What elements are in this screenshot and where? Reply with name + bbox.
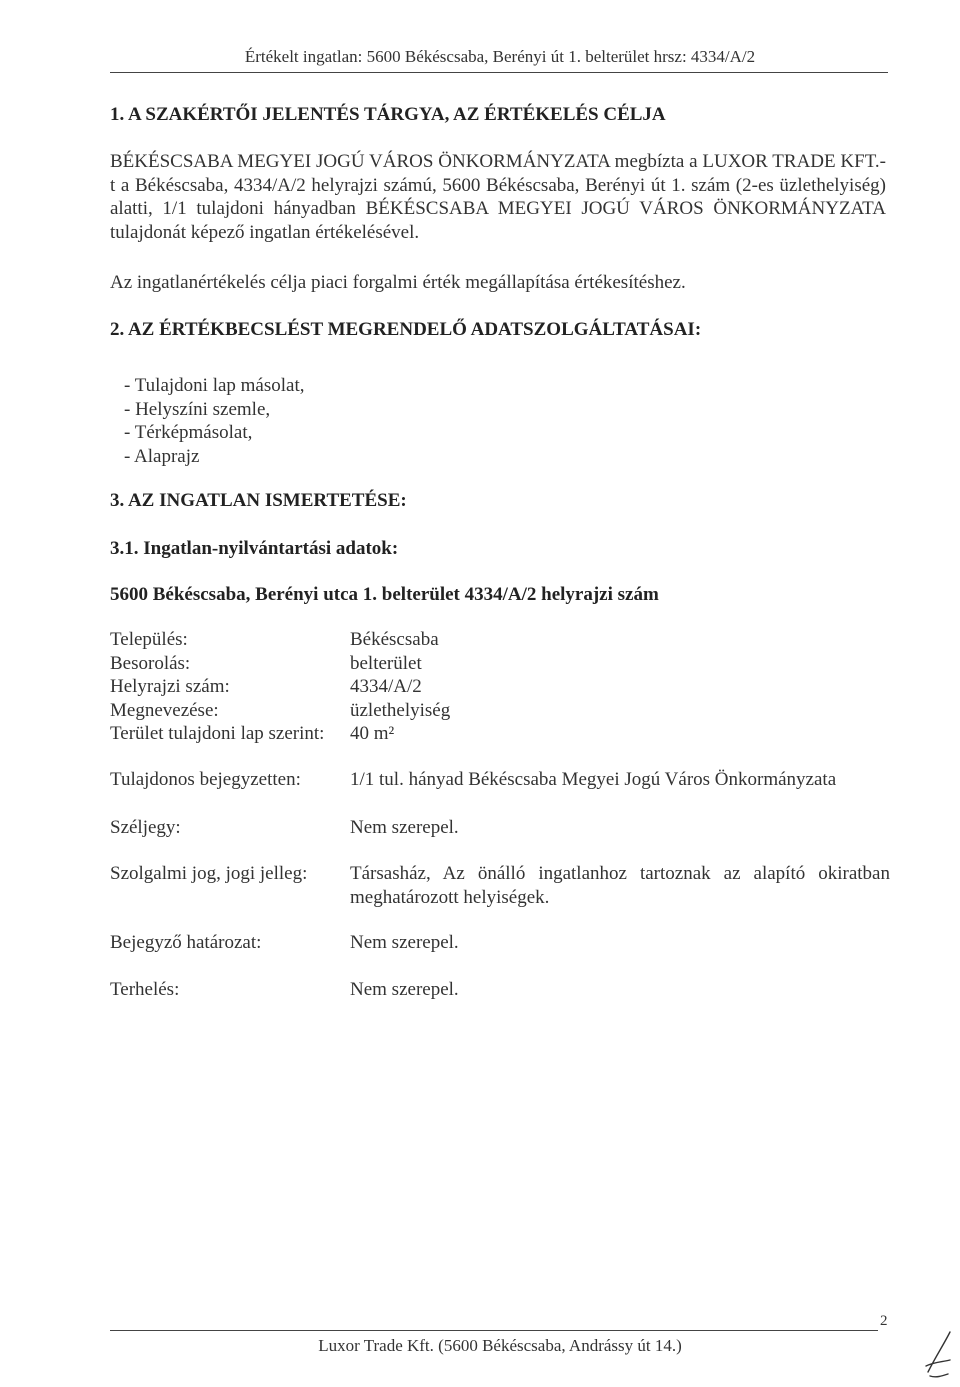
property-value: 4334/A/2 xyxy=(350,676,422,697)
header-rule xyxy=(110,72,888,73)
table-row xyxy=(110,675,450,699)
signature-mark xyxy=(920,1326,956,1382)
fact-row-encumbrance xyxy=(110,978,890,1002)
running-header: Értékelt ingatlan: 5600 Békéscsaba, Berényi út 1. belterület hrsz: 4334/A/2 xyxy=(244,47,756,66)
property-value: Békéscsaba xyxy=(350,629,439,650)
table-row xyxy=(110,652,450,676)
fact-value: Társasház, Az önálló ingatlanhoz tartoznak az alapító okiratban meghatározott helyiségek. xyxy=(350,863,890,908)
table-row xyxy=(110,699,450,723)
list-item: - Alaprajz xyxy=(124,445,200,467)
footer-rule xyxy=(110,1330,878,1331)
property-value: belterület xyxy=(350,652,422,674)
fact-label: Szolgalmi jog, jogi jelleg: xyxy=(110,863,308,884)
fact-row-owner xyxy=(110,768,890,792)
property-label: Település: xyxy=(110,629,188,650)
fact-label: Terhelés: xyxy=(110,979,180,1000)
section-3-title: 3. AZ INGATLAN ISMERTETÉSE: xyxy=(110,490,407,511)
section-1-paragraph-1: BÉKÉSCSABA MEGYEI JOGÚ VÁROS ÖNKORMÁNYZATA megbízta a LUXOR TRADE KFT.-t a Békéscsaba, 4334/A/2 helyrajzi számú, 5600 Békéscsaba, Berényi út 1. szám (2-es üzlethelyiség) alatti, 1/1 tulajdoni hányadban BÉKÉSCSABA MEGYEI JOGÚ VÁROS ÖNKORMÁNYZATA tulajdonát képező ingatlan értékelésével. xyxy=(110,151,886,243)
section-3-1-title: 3.1. Ingatlan-nyilvántartási adatok: xyxy=(110,538,399,559)
property-label: Megnevezése: xyxy=(110,699,219,721)
section-2-title: 2. AZ ÉRTÉKBECSLÉST MEGRENDELŐ ADATSZOLGÁLTATÁSAI: xyxy=(110,319,702,340)
address-line: 5600 Békéscsaba, Berényi utca 1. belterület 4334/A/2 helyrajzi szám xyxy=(110,584,659,605)
fact-value: Nem szerepel. xyxy=(350,932,459,953)
fact-value: Nem szerepel. xyxy=(350,979,459,1000)
property-value: üzlethelyiség xyxy=(350,699,451,721)
fact-value: 1/1 tul. hányad Békéscsaba Megyei Jogú Város Önkormányzata xyxy=(350,769,837,790)
property-label: Terület tulajdoni lap szerint: xyxy=(110,723,325,744)
fact-value: Nem szerepel. xyxy=(350,817,459,838)
fact-row-margin-entry xyxy=(110,816,890,840)
fact-label: Bejegyző határozat: xyxy=(110,932,262,953)
table-row xyxy=(110,628,450,652)
fact-row-registration-decision xyxy=(110,931,890,955)
property-label: Helyrajzi szám: xyxy=(110,676,230,697)
data-sources-list xyxy=(124,374,305,468)
section-1-title: 1. A SZAKÉRTŐI JELENTÉS TÁRGYA, AZ ÉRTÉKELÉS CÉLJA xyxy=(110,104,666,125)
footer-text: Luxor Trade Kft. (5600 Békéscsaba, Andrássy út 14.) xyxy=(318,1336,682,1355)
list-item: - Tulajdoni lap másolat, xyxy=(124,375,305,396)
fact-row-easement xyxy=(110,862,890,909)
list-item: - Térképmásolat, xyxy=(124,422,253,443)
property-table xyxy=(110,628,450,746)
list-item: - Helyszíni szemle, xyxy=(124,398,271,420)
property-value: 40 m² xyxy=(350,723,395,744)
page-number: 2 xyxy=(880,1313,888,1329)
fact-label: Széljegy: xyxy=(110,817,181,838)
fact-label: Tulajdonos bejegyzetten: xyxy=(110,769,301,790)
section-1-paragraph-2: Az ingatlanértékelés célja piaci forgalmi érték megállapítása értékesítéshez. xyxy=(110,272,686,293)
property-label: Besorolás: xyxy=(110,652,191,674)
table-row xyxy=(110,722,450,746)
